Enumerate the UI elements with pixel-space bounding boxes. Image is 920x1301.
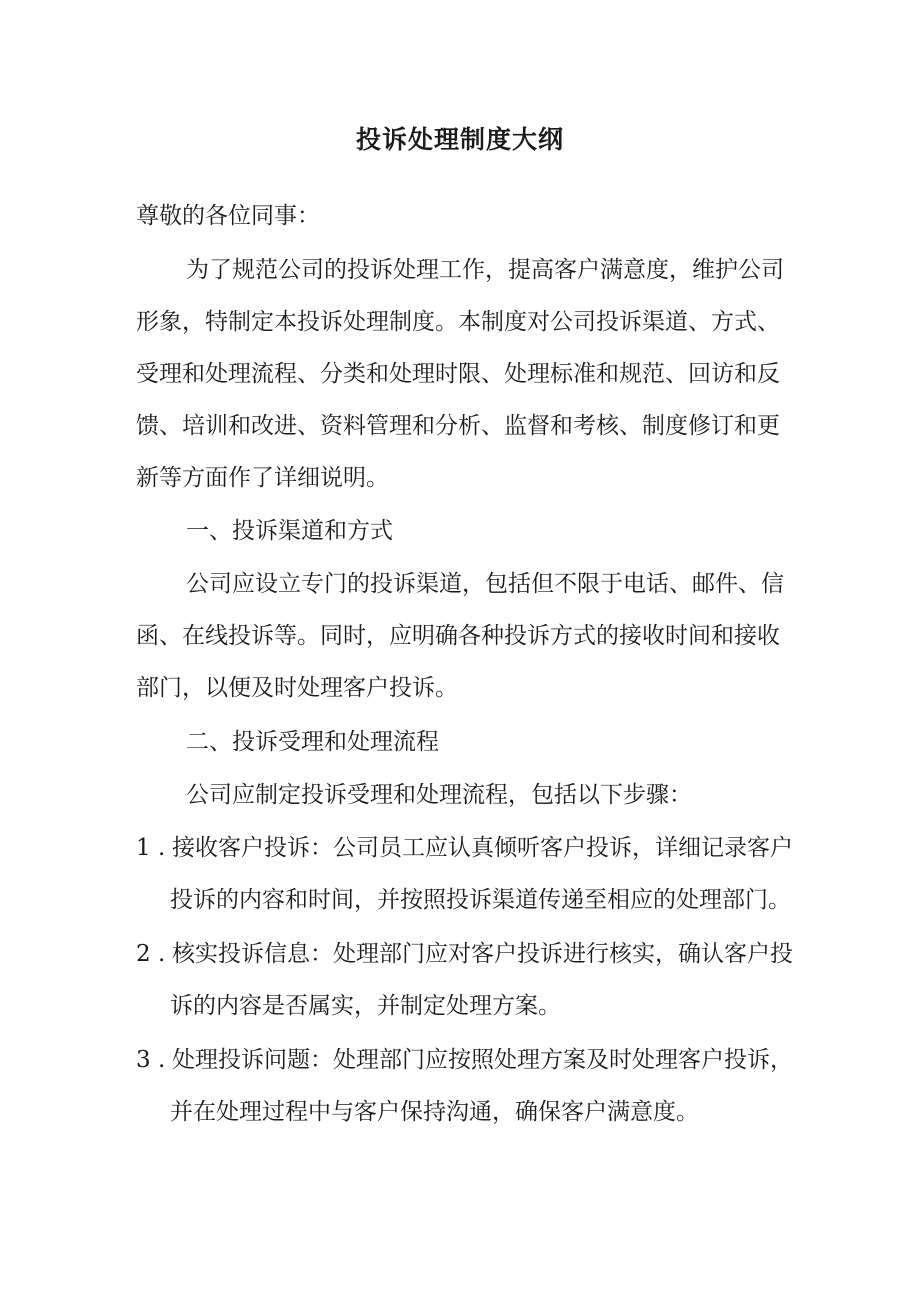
intro-line-4: 馈、培训和改进、资料管理和分析、监督和考核、制度修订和更 [136, 413, 780, 439]
step-text: 接收客户投诉：公司员工应认真倾听客户投诉，详细记录客户 [172, 835, 793, 861]
intro-line-2: 形象，特制定本投诉处理制度。本制度对公司投诉渠道、方式、 [136, 309, 780, 335]
step-text: 核实投诉信息：处理部门应对客户投诉进行核实，确认客户投 [172, 941, 793, 967]
step-1 [136, 828, 793, 868]
step-number: 2 . [136, 941, 166, 967]
section1-heading: 一、投诉渠道和方式 [186, 518, 393, 544]
document-title: 投诉处理制度大纲 [355, 125, 564, 154]
intro-line-1: 为了规范公司的投诉处理工作，提高客户满意度，维护公司 [186, 257, 784, 283]
step-text: 处理投诉问题：处理部门应按照处理方案及时处理客户投诉， [172, 1047, 793, 1073]
step-1-continuation: 投诉的内容和时间，并按照投诉渠道传递至相应的处理部门。 [170, 887, 791, 913]
section2-heading: 二、投诉受理和处理流程 [186, 729, 439, 755]
step-2-continuation: 诉的内容是否属实，并制定处理方案。 [170, 993, 561, 1019]
intro-line-3: 受理和处理流程、分类和处理时限、处理标准和规范、回访和反 [136, 361, 780, 387]
intro-line-5: 新等方面作了详细说明。 [136, 465, 389, 491]
step-2 [136, 934, 793, 974]
greeting: 尊敬的各位同事： [136, 203, 320, 229]
section1-line-3: 部门，以便及时处理客户投诉。 [136, 675, 458, 701]
section1-line-1: 公司应设立专门的投诉渠道，包括但不限于电话、邮件、信 [186, 571, 784, 597]
step-number: 1 . [136, 835, 166, 861]
section2-intro: 公司应制定投诉受理和处理流程，包括以下步骤： [186, 782, 692, 808]
section1-line-2: 函、在线投诉等。同时，应明确各种投诉方式的接收时间和接收 [136, 623, 780, 649]
step-number: 3 . [136, 1047, 166, 1073]
step-3 [136, 1040, 793, 1080]
step-3-continuation: 并在处理过程中与客户保持沟通，确保客户满意度。 [170, 1099, 699, 1125]
